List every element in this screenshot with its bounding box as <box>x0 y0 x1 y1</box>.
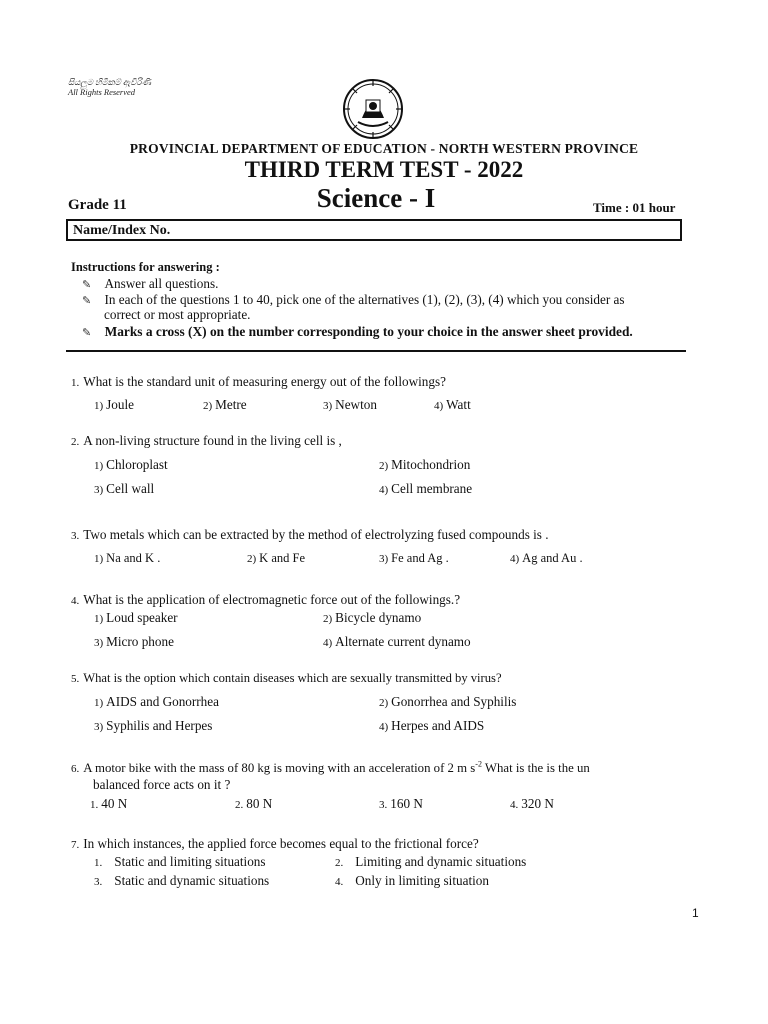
option: 2) Bicycle dynamo <box>323 610 422 625</box>
instruction-item <box>82 292 625 308</box>
question-5: 5. What is the option which contain diseases which are sexually transmitted by virus? <box>71 671 502 685</box>
rights-sinhala-text: සියලුම හිමිකම් ඇවිරිණි <box>68 77 152 87</box>
option: 2) Gonorrhea and Syphilis <box>379 694 517 709</box>
option: 4) Ag and Au . <box>510 551 583 565</box>
option: 4) Cell membrane <box>379 481 473 496</box>
option: 1) Joule <box>94 397 135 412</box>
instruction-text: In each of the questions 1 to 40, pick one of the alternatives (1), (2), (3), (4) which you consider as <box>104 292 625 307</box>
option: 3) Cell wall <box>94 481 155 496</box>
option: 4) Watt <box>434 397 471 412</box>
question-text: Two metals which can be extracted by the method of electrolyzing fused compounds is . <box>83 527 549 542</box>
instruction-text-continued: correct or most appropriate. <box>104 307 251 322</box>
option: 2) Metre <box>203 397 247 412</box>
question-text: What is the standard unit of measuring energy out of the followings? <box>83 374 446 389</box>
option: 3. 160 N <box>379 796 423 811</box>
rights-notice <box>68 77 151 97</box>
horizontal-divider <box>66 350 686 352</box>
question-text: What is the application of electromagnetic force out of the followings.? <box>83 592 461 607</box>
option: 3) Syphilis and Herpes <box>94 718 213 733</box>
option: 1) Na and K . <box>94 551 161 565</box>
option: 4) Alternate current dynamo <box>323 634 471 649</box>
option: 3. Static and dynamic situations <box>94 873 270 888</box>
question-7: 7. In which instances, the applied force becomes equal to the frictional force? <box>71 836 479 851</box>
option: 3) Newton <box>323 397 377 412</box>
instructions-title: Instructions for answering : <box>71 260 220 274</box>
question-text: What is the option which contain diseases which are sexually transmitted by virus? <box>83 671 502 685</box>
option: 2. Limiting and dynamic situations <box>335 854 527 869</box>
provincial-crest-logo <box>342 78 404 140</box>
instruction-text: Answer all questions. <box>104 276 219 291</box>
question-text: A motor bike with the mass of 80 kg is moving with an acceleration of 2 m $s^{-2}$ What is the is the un <box>83 759 590 775</box>
question-6: 6. A motor bike with the mass of 80 kg is moving with an acceleration of 2 m $s^{-2}$ What is the is the un <box>71 759 590 775</box>
page-number: 1 <box>692 906 699 920</box>
question-3: 3. Two metals which can be extracted by the method of electrolyzing fused compounds is . <box>71 527 549 542</box>
option: 1. Static and limiting situations <box>94 854 266 869</box>
option: 1) Loud speaker <box>94 610 178 625</box>
subject-title: Science - I <box>316 183 436 213</box>
pen-icon: ✎ <box>82 295 92 307</box>
option: 4) Herpes and AIDS <box>379 718 485 733</box>
test-title: THIRD TERM TEST - 2022 <box>244 157 524 182</box>
question-2: 2. A non-living structure found in the living cell is , <box>71 433 342 448</box>
grade-label: Grade 11 <box>68 197 127 213</box>
rights-text: All Rights Reserved <box>68 87 136 97</box>
option: 1) AIDS and Gonorrhea <box>94 694 219 709</box>
question-4: 4. What is the application of electromagnetic force out of the followings.? <box>71 592 461 607</box>
instruction-item <box>82 276 218 292</box>
option: 1) Chloroplast <box>94 457 168 472</box>
option: 3) Fe and Ag . <box>379 551 449 565</box>
option: 3) Micro phone <box>94 634 174 649</box>
pen-icon: ✎ <box>82 279 92 291</box>
question-text: A non-living structure found in the living cell is , <box>83 433 342 448</box>
time-label: Time : 01 hour <box>593 200 676 215</box>
instruction-text: Marks a cross (X) on the number corresponding to your choice in the answer sheet provided. <box>104 324 633 339</box>
question-1: 1. What is the standard unit of measuring energy out of the followings? <box>71 374 446 389</box>
option: 1. 40 N <box>90 796 128 811</box>
question-text-continued: balanced force acts on it ? <box>93 777 231 792</box>
pen-icon: ✎ <box>82 327 92 339</box>
instruction-item <box>82 324 633 340</box>
option: 4. 320 N <box>510 796 554 811</box>
name-index-field[interactable] <box>66 219 682 241</box>
name-index-label: Name/Index No. <box>73 223 171 238</box>
question-text: In which instances, the applied force becomes equal to the frictional force? <box>83 836 479 851</box>
option: 2. 80 N <box>235 796 273 811</box>
option: 4. Only in limiting situation <box>335 873 489 888</box>
department-heading: PROVINCIAL DEPARTMENT OF EDUCATION - NORTH WESTERN PROVINCE <box>129 141 639 156</box>
option: 2) Mitochondrion <box>379 457 471 472</box>
option: 2) K and Fe <box>247 551 305 565</box>
